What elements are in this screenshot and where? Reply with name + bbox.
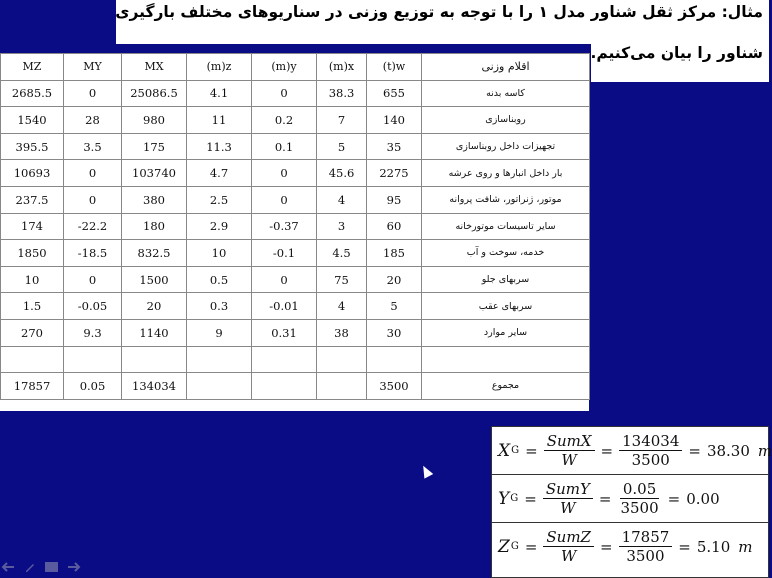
formula-result: 0.00 <box>686 489 720 508</box>
numeric-fraction <box>619 432 682 469</box>
table-cell: 2.9 <box>187 213 252 240</box>
table-cell <box>367 346 422 373</box>
table-cell: 4.5 <box>317 240 367 267</box>
table-cell: 380 <box>122 186 187 213</box>
table-cell: 3.5 <box>64 133 122 160</box>
table-cell: -0.37 <box>252 213 317 240</box>
table-cell: 0 <box>64 266 122 293</box>
table-cell <box>187 373 252 400</box>
table-row <box>1 133 590 160</box>
table-cell: 185 <box>367 240 422 267</box>
equals-sign: = <box>598 489 612 508</box>
table-cell: 0.1 <box>252 133 317 160</box>
weight-denominator: W <box>560 499 576 517</box>
table-cell: 140 <box>367 107 422 134</box>
numeric-numerator: 0.05 <box>620 480 659 499</box>
table-cell: 0 <box>64 160 122 187</box>
table-cell: 5 <box>367 293 422 320</box>
formula-subscript: G <box>510 541 519 552</box>
table-cell: 0.5 <box>187 266 252 293</box>
weight-distribution-table <box>0 53 590 400</box>
table-cell: 1500 <box>122 266 187 293</box>
weight-item-label: سربهای جلو <box>422 266 590 293</box>
sum-numerator: SumY <box>543 480 593 499</box>
title-banner <box>116 0 769 44</box>
table-cell: 60 <box>367 213 422 240</box>
weight-item-label: تجهیزات داخل روبناسازی <box>422 133 590 160</box>
cog-formula-row <box>492 427 772 475</box>
table-cell: 0 <box>252 80 317 107</box>
table-row <box>1 107 590 134</box>
table-row <box>1 80 590 107</box>
formula-unit: m <box>757 441 772 460</box>
table-cell: 45.6 <box>317 160 367 187</box>
numeric-numerator: 134034 <box>619 432 682 451</box>
column-header: MY <box>64 54 122 81</box>
cog-formula-row <box>492 475 768 523</box>
table-row <box>1 319 590 346</box>
column-header: MZ <box>1 54 64 81</box>
table-row <box>1 213 590 240</box>
table-cell <box>252 346 317 373</box>
numeric-denominator: 3500 <box>631 451 670 469</box>
weight-denominator: W <box>560 547 577 565</box>
table-cell: 10 <box>1 266 64 293</box>
numeric-denominator: 3500 <box>626 547 665 565</box>
table-cell: 2685.5 <box>1 80 64 107</box>
table-cell: 20 <box>367 266 422 293</box>
table-cell: 0 <box>252 186 317 213</box>
table-cell: 180 <box>122 213 187 240</box>
table-cell: -22.2 <box>64 213 122 240</box>
table-cell: 175 <box>122 133 187 160</box>
weight-item-label: سایر تاسیسات موتورخانه <box>422 213 590 240</box>
table-cell: 5 <box>317 133 367 160</box>
weight-item-label: سایر موارد <box>422 319 590 346</box>
table-cell: 9 <box>187 319 252 346</box>
symbolic-fraction <box>544 432 595 469</box>
formula-result: 5.10 <box>696 537 731 556</box>
table-row <box>1 373 590 400</box>
column-header: (t)w <box>367 54 422 81</box>
table-cell: 655 <box>367 80 422 107</box>
table-row <box>1 240 590 267</box>
equals-sign: = <box>688 441 701 460</box>
weight-item-label: موتور، ژنراتور، شافت پروانه <box>422 186 590 213</box>
table-cell: 95 <box>367 186 422 213</box>
table-cell <box>1 346 64 373</box>
prev-arrow-icon[interactable] <box>0 562 15 573</box>
table-cell: 11 <box>187 107 252 134</box>
center-of-gravity-formulas <box>491 426 772 578</box>
table-cell: 10693 <box>1 160 64 187</box>
pen-icon[interactable] <box>22 562 37 573</box>
cog-formula-row <box>492 523 768 570</box>
table-row <box>1 160 590 187</box>
table-cell <box>122 346 187 373</box>
next-arrow-icon[interactable] <box>66 562 81 573</box>
table-row <box>1 346 590 373</box>
column-header: (m)x <box>317 54 367 81</box>
table-cell: 832.5 <box>122 240 187 267</box>
equals-sign: = <box>600 441 614 460</box>
table-cell: 0.2 <box>252 107 317 134</box>
table-row <box>1 266 590 293</box>
formula-variable: Z <box>498 536 510 557</box>
table-cell: 30 <box>367 319 422 346</box>
formula-variable: Y <box>498 488 510 509</box>
table-cell <box>317 373 367 400</box>
column-header: (m)y <box>252 54 317 81</box>
column-header: MX <box>122 54 187 81</box>
table-cell: 11.3 <box>187 133 252 160</box>
table-cell: 237.5 <box>1 186 64 213</box>
table-cell <box>252 373 317 400</box>
table-cell: 0 <box>252 266 317 293</box>
table-cell: 4.7 <box>187 160 252 187</box>
table-cell: 0.05 <box>64 373 122 400</box>
numeric-denominator: 3500 <box>620 499 659 517</box>
table-cell: 28 <box>64 107 122 134</box>
symbolic-fraction <box>543 528 594 565</box>
table-cell: -18.5 <box>64 240 122 267</box>
table-header-row <box>1 54 590 81</box>
table-cell: 1540 <box>1 107 64 134</box>
table-cell: 2275 <box>367 160 422 187</box>
weight-denominator: W <box>561 451 577 469</box>
weight-item-label: سربهای عقب <box>422 293 590 320</box>
equals-sign: = <box>667 489 681 508</box>
table-cell: 980 <box>122 107 187 134</box>
sum-numerator: SumX <box>544 432 595 451</box>
slideshow-toolbar <box>0 560 81 574</box>
example-title-line1: مثال: مرکز ثقل شناور مدل ۱ را با توجه به توزیع وزنی در سناریوهای مختلف بارگیری <box>115 3 763 21</box>
table-cell: 9.3 <box>64 319 122 346</box>
example-title-line2: شناور را بیان می‌کنیم. <box>590 44 763 62</box>
table-cell: 1.5 <box>1 293 64 320</box>
weight-item-label: مجموع <box>422 373 590 400</box>
formula-unit: m <box>738 537 753 556</box>
table-cell: 103740 <box>122 160 187 187</box>
equals-sign: = <box>678 537 691 556</box>
formula-subscript: G <box>511 445 520 456</box>
equals-sign: = <box>599 537 613 556</box>
table-cell: 38 <box>317 319 367 346</box>
table-cell: 25086.5 <box>122 80 187 107</box>
table-cell: 1140 <box>122 319 187 346</box>
sum-numerator: SumZ <box>543 528 594 547</box>
formula-variable: X <box>498 440 511 461</box>
formula-result: 38.30 <box>706 441 750 460</box>
table-cell: 4 <box>317 186 367 213</box>
weight-item-label: بار داخل انبارها و روی عرشه <box>422 160 590 187</box>
table-cell: 4.1 <box>187 80 252 107</box>
table-cell: 0 <box>64 80 122 107</box>
formula-subscript: G <box>510 493 519 504</box>
table-cell: 395.5 <box>1 133 64 160</box>
symbolic-fraction <box>543 480 593 517</box>
table-cell: -0.1 <box>252 240 317 267</box>
equals-sign: = <box>524 537 538 556</box>
weight-distribution-table-panel <box>0 53 589 411</box>
table-cell: 174 <box>1 213 64 240</box>
numeric-numerator: 17857 <box>619 528 673 547</box>
table-cell <box>317 346 367 373</box>
table-cell: 0.31 <box>252 319 317 346</box>
weight-item-label: کاسه بدنه <box>422 80 590 107</box>
table-cell <box>187 346 252 373</box>
table-cell: 35 <box>367 133 422 160</box>
table-row <box>1 293 590 320</box>
table-cell: 7 <box>317 107 367 134</box>
table-cell: 0 <box>252 160 317 187</box>
table-cell: 1850 <box>1 240 64 267</box>
table-cell: -0.05 <box>64 293 122 320</box>
mouse-pointer <box>419 463 433 478</box>
table-row <box>1 186 590 213</box>
table-cell: 20 <box>122 293 187 320</box>
weight-item-label <box>422 346 590 373</box>
table-cell: 10 <box>187 240 252 267</box>
table-cell: 134034 <box>122 373 187 400</box>
weight-item-label: روبناسازی <box>422 107 590 134</box>
table-cell: 17857 <box>1 373 64 400</box>
table-cell: 3 <box>317 213 367 240</box>
table-cell: 4 <box>317 293 367 320</box>
equals-sign: = <box>525 441 538 460</box>
table-cell: 3500 <box>367 373 422 400</box>
equals-sign: = <box>524 489 537 508</box>
numeric-fraction <box>619 528 673 565</box>
column-header: اقلام وزنی <box>422 54 590 81</box>
table-cell <box>64 346 122 373</box>
weight-item-label: خدمه، سوخت و آب <box>422 240 590 267</box>
numeric-fraction <box>617 480 661 517</box>
column-header: (m)z <box>187 54 252 81</box>
table-cell: 75 <box>317 266 367 293</box>
table-cell: 270 <box>1 319 64 346</box>
table-cell: 38.3 <box>317 80 367 107</box>
table-cell: -0.01 <box>252 293 317 320</box>
table-cell: 0.3 <box>187 293 252 320</box>
slide-menu-icon[interactable] <box>44 562 59 573</box>
table-cell: 2.5 <box>187 186 252 213</box>
table-cell: 0 <box>64 186 122 213</box>
